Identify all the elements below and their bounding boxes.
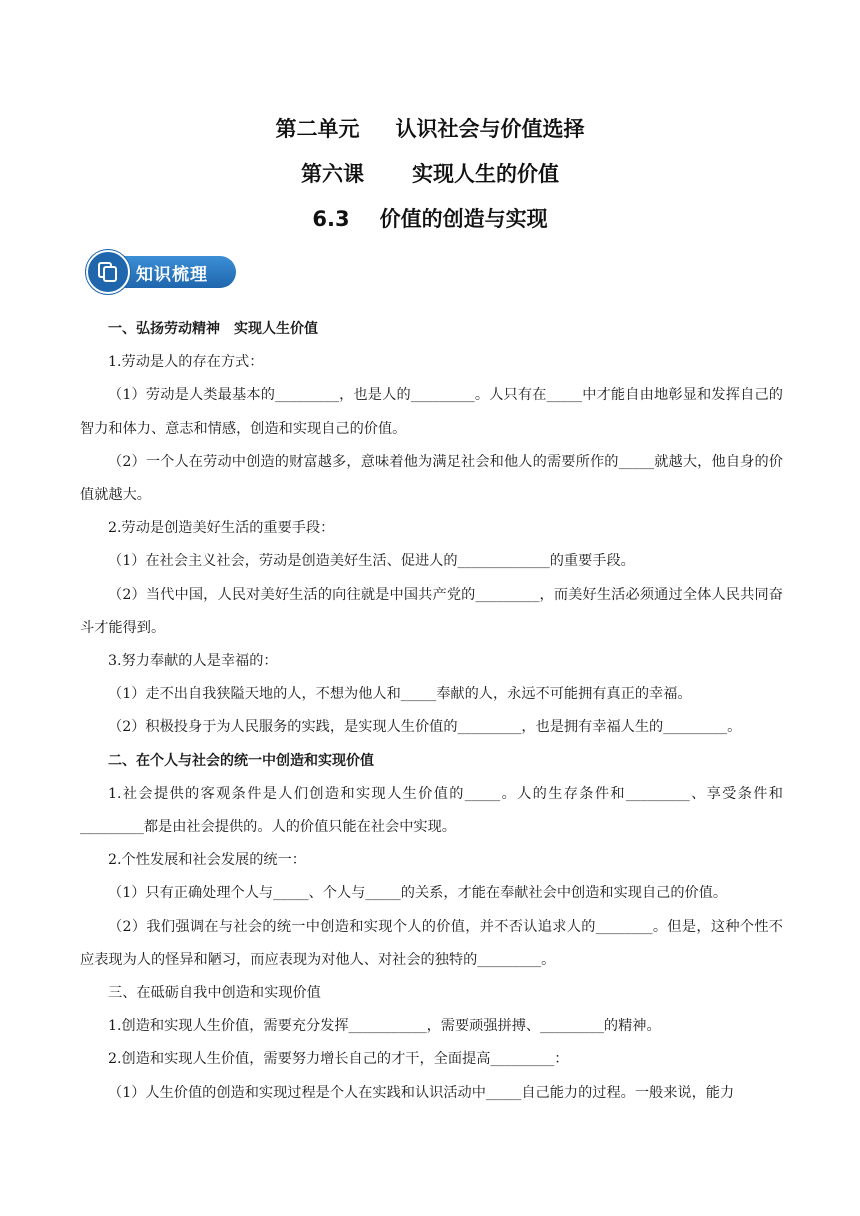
badge-label: 知识梳理 bbox=[136, 265, 208, 285]
knowledge-summary-badge bbox=[86, 250, 238, 294]
subheading: 2.个性发展和社会发展的统一： bbox=[108, 852, 306, 869]
section-heading: 一、弘扬劳动精神 实现人生价值 bbox=[108, 321, 318, 337]
section-number: 6.3 bbox=[312, 207, 350, 231]
document-body bbox=[80, 313, 783, 1110]
subheading: 1.创造和实现人生价值，需要充分发挥___________，需要顽强拼搏、_________的精神。 bbox=[108, 1018, 661, 1035]
section-heading: 二、在个人与社会的统一中创造和实现价值 bbox=[108, 752, 374, 769]
paragraph: （1）在社会主义社会，劳动是创造美好生活、促进人的_____________的重要手段。 bbox=[108, 553, 635, 570]
subheading: 1.劳动是人的存在方式： bbox=[108, 354, 264, 371]
paragraph: （1）劳动是人类最基本的_________，也是人的_________。人只有在_____中才能自由地彰显和发挥自己的智力和体力、意志和情感，创造和实现自己的价值。 bbox=[80, 387, 783, 437]
lesson-label: 第六课 bbox=[301, 162, 364, 186]
paragraph: （2）当代中国，人民对美好生活的向往就是中国共产党的_________，而美好生活必须通过全体人民共同奋斗才能得到。 bbox=[80, 586, 783, 636]
section-title bbox=[0, 203, 860, 233]
lesson-name: 实现人生的价值 bbox=[412, 162, 559, 186]
paragraph: （1）走不出自我狭隘天地的人，不想为他人和_____奉献的人，永远不可能拥有真正的幸福。 bbox=[108, 686, 692, 703]
unit-title bbox=[0, 113, 860, 143]
paragraph: （1）只有正确处理个人与_____、个人与_____的关系，才能在奉献社会中创造和实现自己的价值。 bbox=[108, 885, 728, 902]
subheading: 3.努力奉献的人是幸福的： bbox=[108, 653, 278, 670]
section-heading: 三、在砥砺自我中创造和实现价值 bbox=[108, 985, 321, 1002]
paragraph: （1）人生价值的创造和实现过程是个人在实践和认识活动中_____自己能力的过程。一般来说，能力 bbox=[108, 1084, 735, 1101]
unit-label: 第二单元 bbox=[275, 117, 360, 141]
section-name: 价值的创造与实现 bbox=[379, 207, 548, 231]
subheading: 2.劳动是创造美好生活的重要手段： bbox=[108, 520, 335, 537]
paragraph: 1.社会提供的客观条件是人们创造和实现人生价值的_____。人的生存条件和_________、享受条件和_________都是由社会提供的。人的价值只能在社会中实现。 bbox=[80, 785, 783, 836]
paragraph: （2）我们强调在与社会的统一中创造和实现个人的价值，并不否认追求人的________。但是，这种个性不应表现为人的怪异和陋习，而应表现为对他人、对社会的独特的_________。 bbox=[80, 918, 783, 968]
subheading: 2.创造和实现人生价值，需要努力增长自己的才干，全面提高_________： bbox=[108, 1051, 569, 1068]
unit-name: 认识社会与价值选择 bbox=[395, 117, 585, 141]
lesson-title bbox=[0, 158, 860, 188]
paragraph: （2）积极投身于为人民服务的实践，是实现人生价值的_________，也是拥有幸福人生的_________。 bbox=[108, 719, 742, 736]
document-stack-icon bbox=[86, 250, 130, 294]
paragraph: （2）一个人在劳动中创造的财富越多，意味着他为满足社会和他人的需要所作的_____就越大，他自身的价值就越大。 bbox=[80, 453, 783, 504]
